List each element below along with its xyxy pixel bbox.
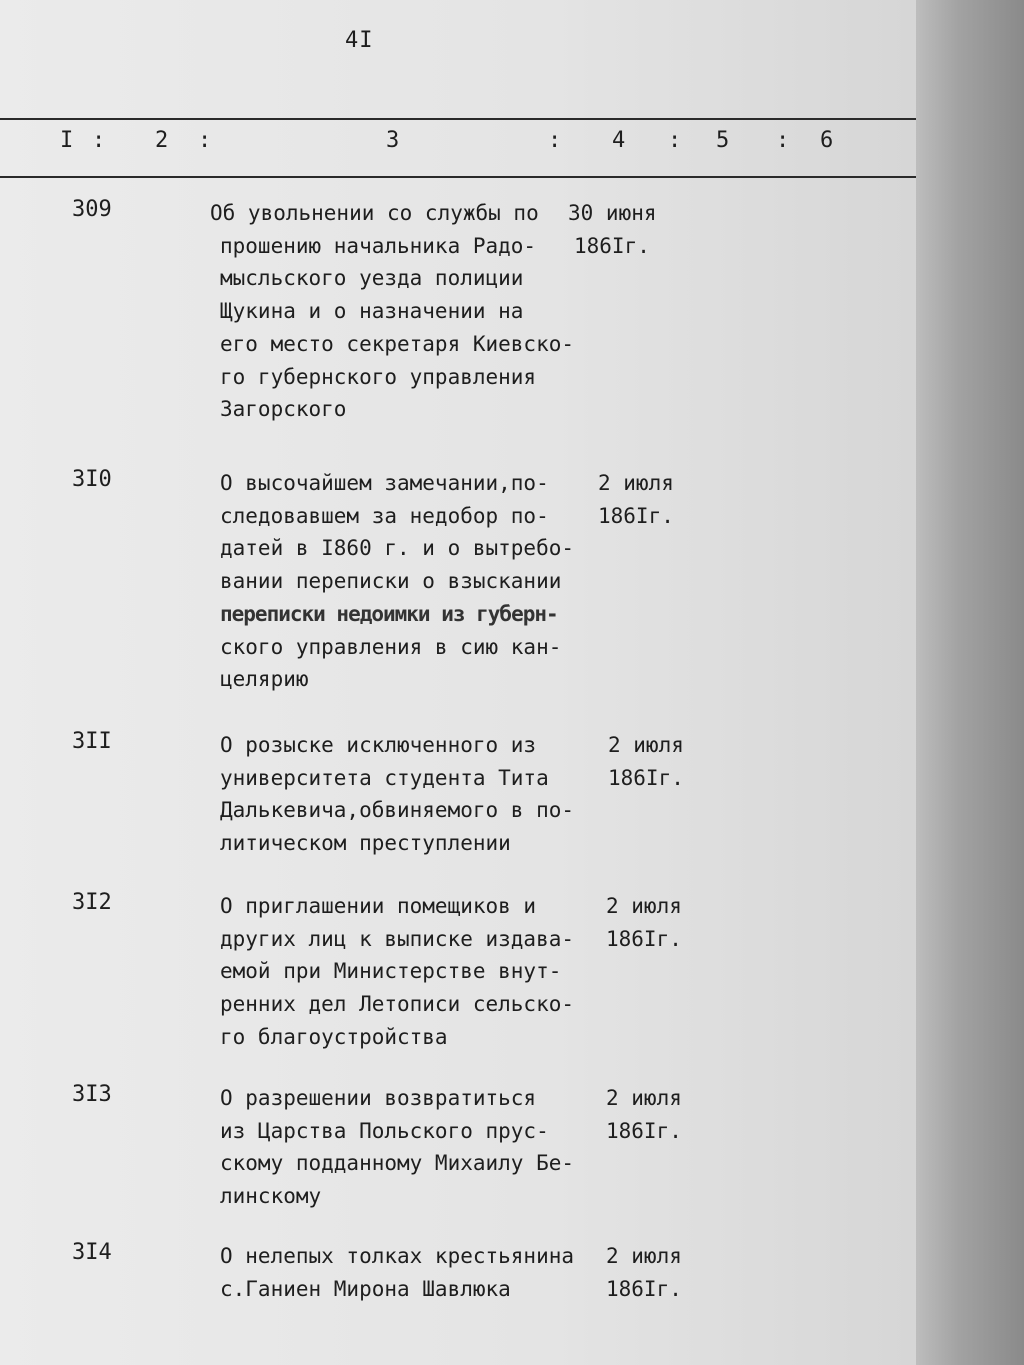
- date-line: 2 июля: [606, 1086, 682, 1110]
- entry-title: [220, 890, 610, 1054]
- date-line: 2 июля: [608, 733, 684, 757]
- column-header-2: 2: [155, 128, 169, 153]
- entry-date: [608, 729, 684, 794]
- column-header-1: I: [60, 128, 74, 153]
- date-line: 186Iг.: [608, 765, 684, 790]
- title-line: О розыске исключенного из: [220, 733, 537, 757]
- column-separator: :: [92, 128, 106, 153]
- date-line: 186Iг.: [598, 503, 674, 528]
- entry-number: 309: [72, 197, 112, 222]
- title-line: университета студента Тита: [220, 765, 549, 790]
- entry-title: [220, 1082, 610, 1213]
- date-line: 186Iг.: [606, 1118, 682, 1143]
- entry-number: 3I3: [72, 1082, 112, 1107]
- entry-number: 3I0: [72, 467, 112, 492]
- title-line: прошению начальника Радо-: [220, 233, 537, 258]
- title-line: О приглашении помещиков и: [220, 894, 537, 918]
- title-line: его место секретаря Киевско-: [220, 331, 575, 356]
- column-separator: :: [198, 128, 212, 153]
- title-line: целярию: [220, 667, 309, 692]
- title-line: переписки недоимки из губерн-: [220, 601, 558, 626]
- title-line: мысльского уезда полиции: [220, 266, 524, 291]
- entry-date: [606, 1082, 682, 1147]
- entry-date: [568, 197, 657, 262]
- date-line: 30 июня: [568, 201, 657, 225]
- entry-number: 3II: [72, 729, 112, 754]
- entry-title: [220, 729, 610, 860]
- header-rule-top: [0, 118, 916, 120]
- entry-date: [606, 890, 682, 955]
- date-line: 186Iг.: [606, 926, 682, 951]
- title-line: литическом преступлении: [220, 831, 511, 856]
- title-line: с.Ганиен Мирона Шавлюка: [220, 1276, 511, 1301]
- title-line: из Царства Польского прус-: [220, 1118, 549, 1143]
- title-line: ского управления в сию кан-: [220, 634, 562, 659]
- entry-date: [598, 467, 674, 532]
- header-rule-bottom: [0, 176, 916, 178]
- column-header-5: 5: [716, 128, 730, 153]
- column-separator: :: [776, 128, 790, 153]
- title-line: О разрешении возвратиться: [220, 1086, 537, 1110]
- entry-date: [606, 1240, 682, 1305]
- column-separator: :: [548, 128, 562, 153]
- title-line: Далькевича,обвиняемого в по-: [220, 798, 575, 823]
- title-line: датей в I860 г. и о вытребо-: [220, 536, 575, 561]
- entry-title: [210, 197, 600, 426]
- title-line: го благоустройства: [220, 1024, 448, 1049]
- entry-title: [220, 467, 610, 696]
- entry-title: [220, 1240, 610, 1305]
- column-header-3: 3: [386, 128, 400, 153]
- entry-number: 3I4: [72, 1240, 112, 1265]
- date-line: 2 июля: [606, 1244, 682, 1268]
- title-line: О нелепых толках крестьянина: [220, 1244, 575, 1268]
- title-line: ренних дел Летописи сельско-: [220, 992, 575, 1017]
- date-line: 2 июля: [598, 471, 674, 495]
- title-line: других лиц к выписке издава-: [220, 926, 575, 951]
- page-number: 4I: [345, 28, 374, 53]
- date-line: 2 июля: [606, 894, 682, 918]
- title-line: Щукина и о назначении на: [220, 299, 524, 324]
- date-line: 186Iг.: [574, 233, 650, 258]
- title-line: Об увольнении со службы по: [210, 201, 539, 225]
- title-line: следовавшем за недобор по-: [220, 503, 549, 528]
- title-line: го губернского управления: [220, 364, 537, 389]
- underlying-page-edge: [916, 0, 1024, 1365]
- title-line: вании переписки о взыскании: [220, 569, 562, 594]
- column-separator: :: [668, 128, 682, 153]
- title-line: скому подданному Михаилу Бе-: [220, 1151, 575, 1176]
- title-line: линскому: [220, 1184, 322, 1209]
- title-line: О высочайшем замечании,по-: [220, 471, 549, 495]
- column-header-4: 4: [612, 128, 626, 153]
- date-line: 186Iг.: [606, 1276, 682, 1301]
- title-line: емой при Министерстве внут-: [220, 959, 562, 984]
- title-line: Загорского: [220, 397, 347, 422]
- column-header-6: 6: [820, 128, 834, 153]
- entry-number: 3I2: [72, 890, 112, 915]
